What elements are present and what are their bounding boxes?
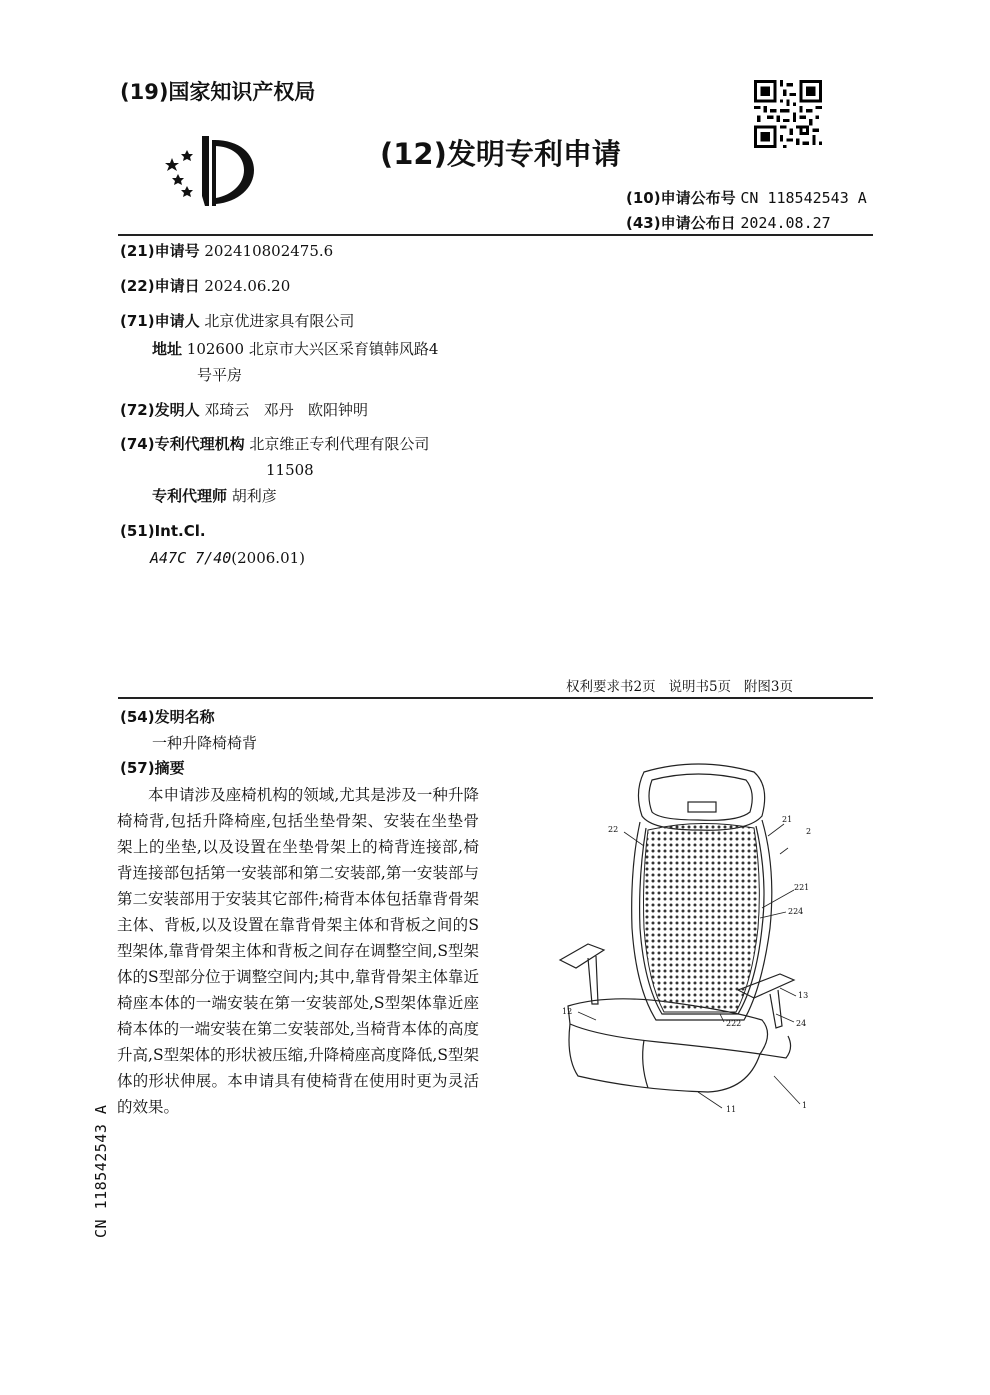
agency-code: 11508 xyxy=(266,461,314,479)
agency-label: (74)专利代理机构 xyxy=(120,435,245,453)
figure-label: 12 xyxy=(562,1007,573,1016)
filing-date: 2024.06.20 xyxy=(204,277,291,295)
side-publication-code: CN 118542543 A xyxy=(92,1104,110,1238)
counts-divider xyxy=(118,697,873,699)
application-number-row xyxy=(120,238,333,264)
address-label: 地址 xyxy=(152,340,183,358)
publication-date-label: (43)申请公布日 xyxy=(626,214,736,232)
abstract-text: 本申请涉及座椅机构的领域,尤其是涉及一种升降椅椅背,包括升降椅座,包括坐垫骨架、安装在坐垫骨架上的坐垫,以及设置在坐垫骨架上的椅背连接部,椅背连接部包括第一安装部和第二安装部,第一安装部与第二安装部用于安装其它部件;椅背本体包括靠背骨架主体、背板,以及设置在靠背骨架主体和背板之间的S型架体,靠背骨架主体和背板之间存在调整空间,S型架体的S型部分位于调整空间内;其中,靠背骨架主体靠近椅座本体的一端安装在第一安装部处,S型架体靠近座椅本体的一端安装在第二安装部处,当椅背本体的高度升高,S型架体的形状被压缩,升降椅座高度降低,S型架体的形状伸展。本申请具有使椅背在使用时更为灵活的效果。 xyxy=(117,786,479,1116)
page-counts: 权利要求书2页 说明书5页 附图3页 xyxy=(566,679,794,695)
figure-label: 24 xyxy=(796,1019,807,1028)
figure-label: 222 xyxy=(726,1019,742,1028)
cnipa-logo xyxy=(162,132,257,210)
office-name: (19)国家知识产权局 xyxy=(120,80,316,104)
applicant-label: (71)申请人 xyxy=(120,312,200,330)
inventors-label: (72)发明人 xyxy=(120,401,200,419)
inventors: 邓琦云 邓丹 欧阳钟明 xyxy=(204,401,368,419)
address-row xyxy=(152,336,438,362)
ipc-label: (51)Int.Cl. xyxy=(120,522,206,540)
agent-label: 专利代理师 xyxy=(152,487,228,505)
figure-label: 2 xyxy=(806,827,812,836)
figure-label: 13 xyxy=(798,991,809,1000)
address-line-2: 号平房 xyxy=(197,366,243,384)
address-line-1: 102600 北京市大兴区采育镇韩风路4 xyxy=(186,340,439,358)
figure-label: 21 xyxy=(782,815,793,824)
ipc-row xyxy=(150,545,305,571)
agent: 胡利彦 xyxy=(231,487,277,505)
ipc-code: A47C 7/40 xyxy=(150,549,232,567)
figure-label: 11 xyxy=(726,1105,737,1114)
agency: 北京维正专利代理有限公司 xyxy=(249,435,430,453)
publication-number-label: (10)申请公布号 xyxy=(626,189,736,207)
figure-label: 22 xyxy=(608,825,619,834)
filing-date-row xyxy=(120,273,290,299)
figure-label: 1 xyxy=(802,1101,808,1110)
document-type: (12)发明专利申请 xyxy=(380,137,621,171)
title-label: (54)发明名称 xyxy=(120,708,215,726)
filing-date-label: (22)申请日 xyxy=(120,277,200,295)
application-number: 202410802475.6 xyxy=(204,242,334,260)
invention-title: 一种升降椅椅背 xyxy=(152,734,258,752)
publication-number-row xyxy=(626,187,867,208)
ipc-label-row xyxy=(120,518,206,544)
figure-label: 221 xyxy=(794,883,810,892)
chair-figure xyxy=(548,758,840,1124)
application-number-label: (21)申请号 xyxy=(120,242,200,260)
figure-label: 224 xyxy=(788,907,804,916)
qr-code xyxy=(754,80,822,148)
ipc-version: (2006.01) xyxy=(231,549,306,567)
header-divider xyxy=(118,234,873,236)
publication-date: 2024.08.27 xyxy=(740,214,831,232)
applicant-row xyxy=(120,308,354,334)
publication-number: CN 118542543 A xyxy=(740,189,867,207)
agency-row xyxy=(120,431,429,457)
applicant: 北京优进家具有限公司 xyxy=(204,312,355,330)
inventors-row xyxy=(120,397,368,423)
publication-date-row xyxy=(626,212,831,233)
agent-row xyxy=(152,483,277,509)
abstract-label: (57)摘要 xyxy=(120,759,185,777)
